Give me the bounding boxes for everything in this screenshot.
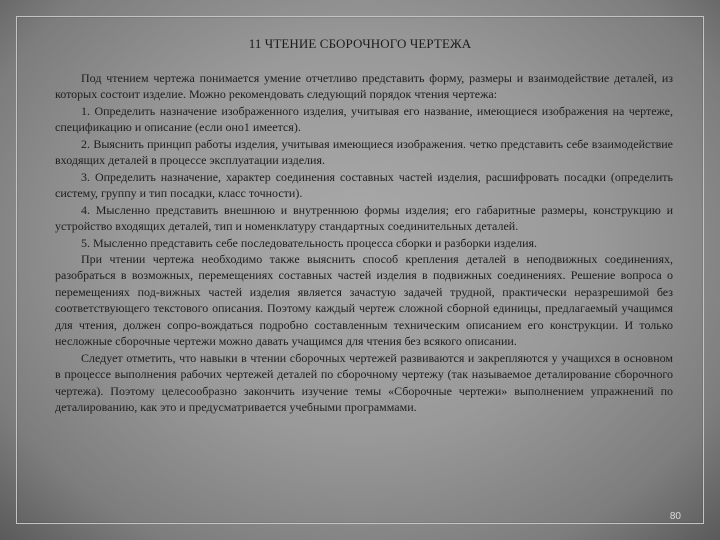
slide-title: 11 ЧТЕНИЕ СБОРОЧНОГО ЧЕРТЕЖА <box>248 36 472 51</box>
paragraph-step-2: 2. Выяснить принцип работы изделия, учитывая имеющиеся изображения. четко представить себе взаимодействие входящих деталей в процессе эксплуатации изделия. <box>55 136 673 168</box>
slide-body-text <box>55 70 673 416</box>
paragraph-step-3: 3. Определить назначение, характер соединения составных частей изделия, расшифровать посадки (определить систему, группу и тип посадки, класс точности). <box>55 169 673 201</box>
paragraph-step-5: 5. Мысленно представить себе последовательность процесса сборки и разборки изделия. <box>81 235 538 250</box>
paragraph-fastening: При чтении чертежа необходимо также выяснить способ крепления деталей в неподвижных соединениях, разобраться в возможных, перемещениях составных частей изделия в подвижных соединениях. Решение вопроса о перемещениях под-вижных частей изделия является зачастую задачей трудной, практически неразрешимой без соответствующего текстового описания. Поэтому каждый чертеж сложной сборной единицы, предлагаемый учащимся для чтения, должен сопро-вождаться подробно составленным техническим описанием его конструкции. И только несложные сборочные чертежи можно давать учащимся для чтения без всякого описании. <box>55 251 673 349</box>
paragraph-step-1: 1. Определить назначение изображенного изделия, учитывая его название, имеющиеся изображения на чертеже, спецификацию и описание (если оно1 имеется). <box>55 103 673 135</box>
paragraph-intro: Под чтением чертежа понимается умение отчетливо представить форму, размеры и взаимодействие деталей, из которых состоит изделие. Можно рекомендовать следующий порядок чтения чертежа: <box>55 71 673 102</box>
paragraph-conclusion: Следует отметить, что навыки в чтении сборочных чертежей развиваются и закрепляются у учащихся в основном в процессе выполнения рабочих чертежей деталей по сборочному чертежу (так называемое деталирование сборочного чертежа). Поэтому целесообразно закончить изучение темы «Сборочные чертежи» выполнением упражнений по деталированию, как это и предусматривается учебными программами. <box>55 350 673 415</box>
page-number: 80 <box>669 511 681 522</box>
paragraph-step-4: 4. Мысленно представить внешнюю и внутреннюю формы изделия; его габаритные размеры, конструкцию и устройство входящих деталей, тип и номенклатуру стандартных соединительных деталей. <box>55 202 673 234</box>
